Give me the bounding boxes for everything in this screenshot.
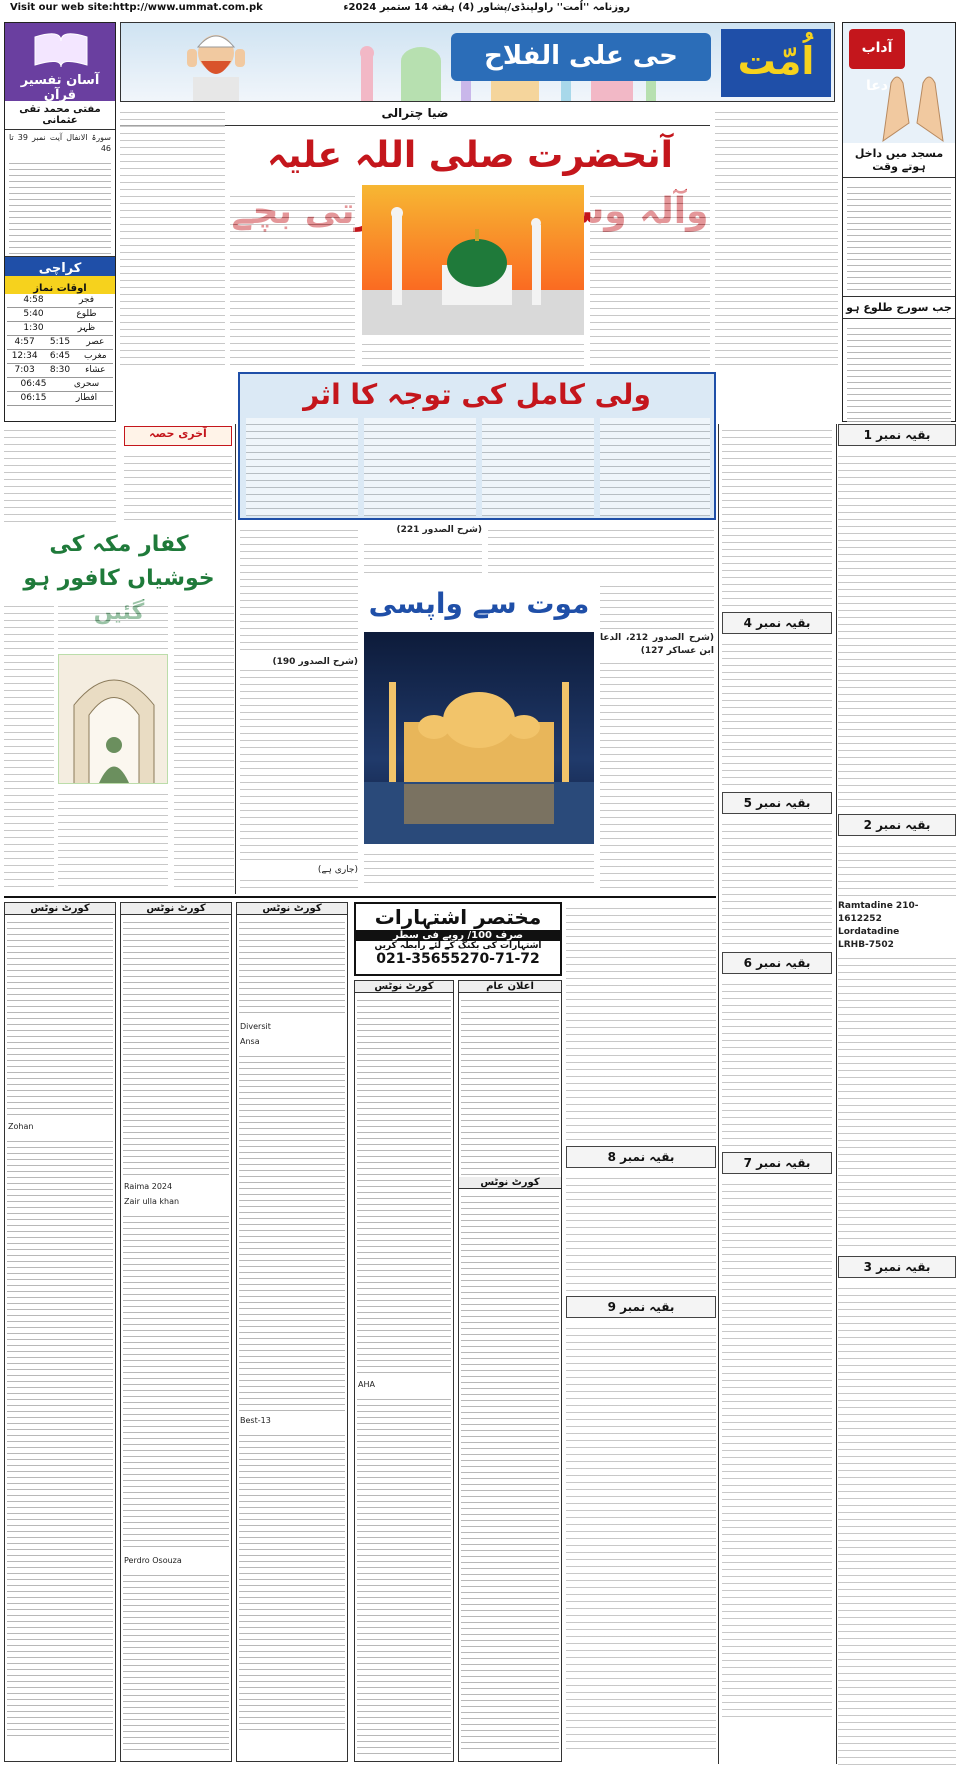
baqiya-text	[722, 978, 832, 1148]
left-story-col-a	[4, 424, 116, 524]
feature-box	[238, 372, 716, 520]
prayer-timings-label: اوقات نماز	[5, 276, 115, 294]
ad-code: LRHB-7502	[838, 940, 894, 950]
court-notice-label: کورٹ نوٹس	[355, 981, 453, 993]
notice-text	[461, 1191, 559, 1751]
dua-title: آداب دعا	[849, 29, 905, 69]
feature-headline: ولی کامل کی توجہ کا اثر	[303, 378, 651, 411]
court-notice-col-3	[236, 902, 348, 1762]
center-story	[240, 524, 716, 894]
column-divider	[718, 424, 719, 1764]
left-story-col-c	[4, 600, 54, 890]
baqiya-column-bottom	[566, 902, 716, 1762]
ad-code: Zair ulla khan	[124, 1197, 180, 1206]
main-story-col-3	[362, 338, 584, 370]
court-notice-label: کورٹ نوٹس	[237, 903, 347, 915]
baqiya-text	[722, 818, 832, 948]
center-ref-2: (شرح الصدور 190)	[240, 656, 358, 670]
timing-row: 7:03 8:30 عشاء	[7, 364, 113, 378]
ad-code: Perdro Osouza	[124, 1556, 182, 1565]
notice-text	[7, 917, 113, 1117]
center-story-col-3	[488, 524, 714, 576]
continued-note: (جاری ہے)	[240, 864, 358, 878]
main-headline: آنحضرت صلی اللہ علیہ	[266, 135, 674, 176]
left-story-col-e	[58, 788, 168, 890]
tafseer-title: آسان تفسیر قرآن	[20, 73, 100, 103]
left-story-col-b	[124, 450, 232, 526]
baqiya-5-label: بقیہ نمبر 5	[722, 792, 832, 814]
night-mosque-image	[364, 632, 594, 844]
public-notice-label: اعلان عام	[459, 981, 561, 993]
timing-row: 06:45 سحری	[7, 378, 113, 392]
tafseer-text	[9, 158, 111, 254]
tafseer-column	[4, 22, 116, 422]
tafseer-author: مفتی محمد تقی عثمانی	[5, 101, 115, 130]
main-story-col-1	[120, 106, 225, 371]
baqiya-text	[566, 1172, 716, 1292]
court-notice-col-4	[354, 980, 454, 1762]
feature-col-3	[482, 418, 594, 516]
timing-row: 4:58 فجر	[7, 294, 113, 308]
dua-text-1	[847, 182, 951, 292]
notice-text	[357, 995, 451, 1375]
left-story-headline: کفار مکہ کی خوشیاں کافور ہو	[23, 532, 215, 591]
masthead	[120, 22, 835, 102]
baqiya-4-label: بقیہ نمبر 4	[722, 612, 832, 634]
baqiya-8-label: بقیہ نمبر 8	[566, 1146, 716, 1168]
main-story-col-5	[715, 106, 838, 371]
feature-col-4	[600, 418, 710, 516]
court-notice-label: کورٹ نوٹس	[459, 1177, 561, 1189]
praying-man-illustration	[58, 654, 168, 784]
notice-text	[123, 917, 229, 1177]
baqiya-text	[838, 840, 956, 900]
column-divider	[836, 424, 837, 1764]
center-story-col-5	[364, 848, 594, 888]
ad-code: Lordatadine	[838, 927, 900, 937]
dua-banner	[843, 23, 955, 143]
muezzin-illustration	[181, 27, 251, 101]
ad-code: Zohan	[8, 1122, 34, 1131]
baqiya-text	[566, 902, 716, 1142]
dua-column	[842, 22, 956, 422]
byline: ضیا چترالی	[120, 106, 710, 126]
baqiya-1-label: بقیہ نمبر 1	[838, 424, 956, 446]
classifieds-section	[4, 896, 716, 1766]
classifieds-rate: صرف 100/ روپے فی سطر	[356, 930, 560, 941]
baqiya-text	[722, 424, 832, 608]
timing-row: 12:34 6:45 مغرب	[7, 350, 113, 364]
city-label: کراچی	[5, 256, 115, 276]
center-story-col-1	[240, 524, 358, 888]
timing-row: 4:57 5:15 عصر	[7, 336, 113, 350]
baqiya-3-label: بقیہ نمبر 3	[838, 1256, 956, 1278]
center-ref-1: (شرح الصدور 221)	[364, 524, 482, 538]
classifieds-phone[interactable]: 021-35655270-71-72	[376, 951, 540, 967]
main-story-col-2	[230, 190, 355, 370]
feature-col-2	[364, 418, 476, 516]
baqiya-column-right	[838, 424, 956, 1764]
baqiya-2-label: بقیہ نمبر 2	[838, 814, 956, 836]
baqiya-text	[722, 1178, 832, 1718]
center-story-headline: موت سے واپسی	[368, 587, 590, 620]
main-story-col-4	[590, 190, 710, 370]
praying-hands-icon	[873, 63, 953, 143]
left-story-kicker: آخری حصہ	[124, 426, 232, 446]
dua-text-2	[847, 323, 951, 423]
court-notice-label: کورٹ نوٹس	[121, 903, 231, 915]
court-notice-col-5	[458, 980, 562, 1762]
ad-code: Best-13	[240, 1416, 271, 1425]
left-story-col-d	[58, 600, 168, 650]
open-book-icon	[31, 29, 91, 69]
dateline: روزنامہ ''اُمت'' راولپنڈی/پشاور (4) ہفتہ 14 ستمبر 2024ء	[343, 2, 630, 13]
baqiya-7-label: بقیہ نمبر 7	[722, 1152, 832, 1174]
baqiya-9-label: بقیہ نمبر 9	[566, 1296, 716, 1318]
left-story	[4, 424, 236, 894]
baqiya-text	[838, 450, 956, 810]
notice-text	[123, 1211, 229, 1551]
baqiya-text	[838, 952, 956, 1252]
center-story-col-4	[600, 580, 714, 888]
feature-col-1	[246, 418, 358, 516]
notice-text	[239, 917, 345, 1017]
timing-row: 1:30 ظہر	[7, 322, 113, 336]
masthead-logo: اُمّت	[721, 29, 831, 97]
dua-heading-mosque: مسجد میں داخل ہوتے وقت	[843, 143, 955, 178]
prayer-timings-table	[5, 294, 115, 406]
baqiya-column-middle	[722, 424, 832, 1764]
classifieds-contact: اشتہارات کی بکنگ کے لئے رابطہ کریں	[374, 941, 542, 951]
court-notice-col-1	[4, 902, 116, 1762]
dua-heading-sunrise: جب سورج طلوع ہو	[843, 296, 955, 319]
ad-code: Diversit	[240, 1022, 271, 1031]
ad-code: Ansa	[240, 1037, 260, 1046]
notice-text	[461, 995, 559, 1175]
ad-code: Ramtadine 210-1612252	[838, 901, 919, 924]
ad-code: AHA	[358, 1380, 375, 1389]
classifieds-header	[354, 902, 562, 976]
baqiya-text	[566, 1322, 716, 1752]
left-story-col-f	[174, 600, 234, 890]
timing-row: 06:15 افطار	[7, 392, 113, 406]
tafseer-banner	[5, 23, 115, 101]
court-notice-col-2	[120, 902, 232, 1762]
mosque-image	[362, 185, 584, 335]
baqiya-text	[838, 1282, 956, 1770]
slogan: حی علی الفلاح	[451, 33, 711, 81]
notice-text	[123, 1570, 229, 1750]
ad-code: Raima 2024	[124, 1182, 173, 1191]
surah-line: سورۃ الانفال آیت نمبر 39 تا 46	[9, 133, 111, 153]
center-ref-3: (شرح الصدور 212، الدعا ابن عساکر 127)	[600, 632, 714, 660]
notice-text	[239, 1430, 345, 1730]
classifieds-title: مختصر اشتہارات	[374, 905, 542, 929]
baqiya-6-label: بقیہ نمبر 6	[722, 952, 832, 974]
court-notice-label: کورٹ نوٹس	[5, 903, 115, 915]
notice-text	[239, 1051, 345, 1411]
timing-row: 5:40 طلوع	[7, 308, 113, 322]
baqiya-text	[722, 638, 832, 788]
website-link[interactable]: Visit our web site:http://www.ummat.com.pk	[10, 2, 263, 13]
notice-text	[7, 1136, 113, 1736]
notice-text	[357, 1394, 451, 1754]
